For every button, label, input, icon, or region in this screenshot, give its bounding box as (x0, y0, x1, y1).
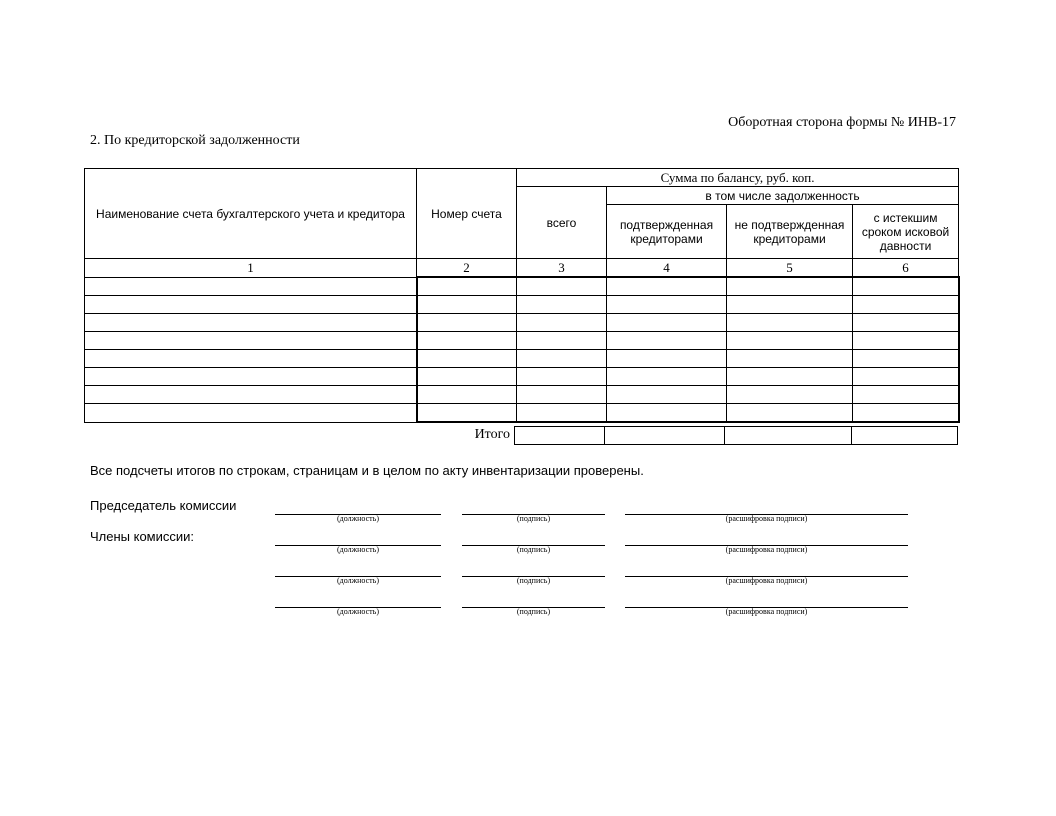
table-cell[interactable] (417, 332, 517, 350)
table-row (85, 368, 959, 386)
table-cell[interactable] (85, 277, 417, 296)
table-row (85, 386, 959, 404)
table-cell[interactable] (417, 277, 517, 296)
decoding-caption: (расшифровка подписи) (725, 545, 808, 554)
table-cell[interactable] (85, 332, 417, 350)
verification-note: Все подсчеты итогов по строкам, страницам и в целом по акту инвентаризации проверены. (90, 463, 644, 478)
decoding-caption: (расшифровка подписи) (725, 576, 808, 585)
table-cell[interactable] (607, 350, 727, 368)
table-cell[interactable] (607, 314, 727, 332)
table-cell[interactable] (727, 277, 853, 296)
table-cell[interactable] (517, 368, 607, 386)
table-cell[interactable] (607, 277, 727, 296)
table-cell[interactable] (853, 350, 959, 368)
table-row (85, 277, 959, 296)
section-title: 2. По кредиторской задолженности (90, 133, 300, 148)
table-cell[interactable] (853, 404, 959, 423)
including-header: в том числе задолженность (607, 187, 959, 205)
decoding-caption: (расшифровка подписи) (725, 514, 808, 523)
col2-header: Номер счета (417, 169, 517, 259)
total-cell[interactable] (605, 427, 725, 445)
col4-header: подтвержденная кредиторами (607, 205, 727, 259)
col3-header: всего (517, 187, 607, 259)
sum-header: Сумма по балансу, руб. коп. (517, 169, 959, 187)
table-cell[interactable] (607, 296, 727, 314)
total-cell[interactable] (515, 427, 605, 445)
table-cell[interactable] (727, 350, 853, 368)
position-caption: (должность) (337, 545, 379, 554)
table-cell[interactable] (727, 404, 853, 423)
table-cell[interactable] (853, 332, 959, 350)
table-row (85, 404, 959, 423)
table-row (85, 296, 959, 314)
table-row (85, 314, 959, 332)
table-cell[interactable] (727, 368, 853, 386)
total-cell[interactable] (725, 427, 851, 445)
column-number: 3 (517, 259, 607, 278)
creditor-debt-table (84, 168, 960, 423)
total-row (514, 426, 958, 445)
table-cell[interactable] (517, 386, 607, 404)
column-number: 1 (85, 259, 417, 278)
table-cell[interactable] (517, 404, 607, 423)
table-cell[interactable] (517, 332, 607, 350)
table-row (85, 332, 959, 350)
table-cell[interactable] (727, 296, 853, 314)
table-cell[interactable] (417, 296, 517, 314)
position-caption: (должность) (337, 607, 379, 616)
table-cell[interactable] (85, 314, 417, 332)
position-caption: (должность) (337, 514, 379, 523)
table-cell[interactable] (727, 332, 853, 350)
position-caption: (должность) (337, 576, 379, 585)
table-cell[interactable] (85, 368, 417, 386)
column-number: 5 (727, 259, 853, 278)
table-cell[interactable] (853, 277, 959, 296)
column-number: 6 (853, 259, 959, 278)
total-label: Итого (474, 427, 510, 442)
table-cell[interactable] (607, 404, 727, 423)
table-cell[interactable] (85, 296, 417, 314)
col5-header: не подтвержденная кредиторами (727, 205, 853, 259)
table-cell[interactable] (727, 386, 853, 404)
table-cell[interactable] (607, 332, 727, 350)
signature-caption: (подпись) (516, 576, 551, 585)
table-cell[interactable] (85, 404, 417, 423)
table-cell[interactable] (417, 368, 517, 386)
signature-caption: (подпись) (516, 514, 551, 523)
column-number: 2 (417, 259, 517, 278)
members-label: Члены комиссии: (90, 529, 195, 544)
table-cell[interactable] (853, 296, 959, 314)
table-cell[interactable] (517, 277, 607, 296)
table-cell[interactable] (727, 314, 853, 332)
table-cell[interactable] (85, 386, 417, 404)
col6-header: с истекшим сроком исковой давности (853, 205, 959, 259)
table-cell[interactable] (853, 368, 959, 386)
table-cell[interactable] (417, 350, 517, 368)
table-cell[interactable] (853, 314, 959, 332)
signature-caption: (подпись) (516, 545, 551, 554)
table-row (85, 350, 959, 368)
table-cell[interactable] (607, 386, 727, 404)
table-cell[interactable] (85, 350, 417, 368)
table-cell[interactable] (607, 368, 727, 386)
table-cell[interactable] (517, 350, 607, 368)
table-cell[interactable] (417, 404, 517, 423)
signature-caption: (подпись) (516, 607, 551, 616)
form-title: Оборотная сторона формы № ИНВ-17 (728, 115, 956, 130)
table-cell[interactable] (417, 386, 517, 404)
table-cell[interactable] (417, 314, 517, 332)
table-cell[interactable] (517, 296, 607, 314)
decoding-caption: (расшифровка подписи) (725, 607, 808, 616)
table-cell[interactable] (853, 386, 959, 404)
total-cell[interactable] (851, 427, 957, 445)
chairman-label: Председатель комиссии (90, 498, 237, 513)
col1-header: Наименование счета бухгалтерского учета и кредитора (85, 169, 417, 259)
table-cell[interactable] (517, 314, 607, 332)
column-number: 4 (607, 259, 727, 278)
